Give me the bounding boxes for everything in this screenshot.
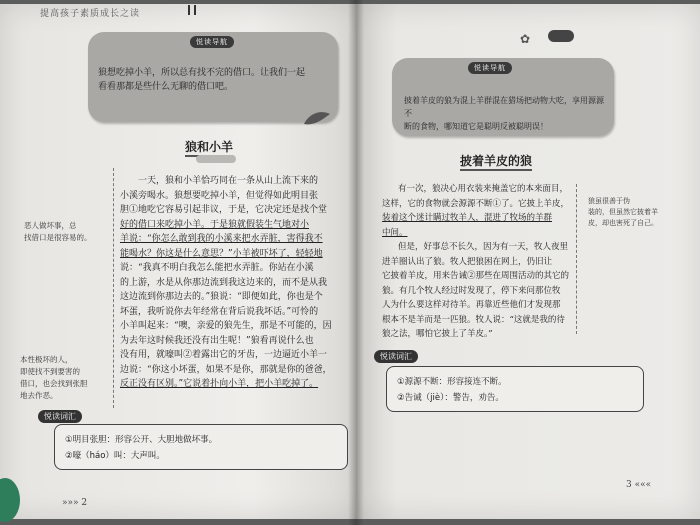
leaf-icon [300,108,334,130]
paragraph-line: 狼之法，哪怕它披上了羊皮。” [382,329,493,339]
vocabulary-box [54,424,348,470]
page-number-left: »»» 2 [62,498,88,508]
margin-divider-right [576,184,577,334]
paragraph-line: 羊说：“你怎么敢到我的小溪来把水弄脏，害得我不 [120,234,323,244]
side-note-top: 恶人做坏事，总 找借口是很容易的。 [24,221,92,242]
vocabulary-item: ②告诫（jiè）：警告，劝告。 [397,393,504,403]
paragraph-line: 说：“我真不明白我怎么能把水弄脏。你站在小溪 [120,263,314,273]
vocabulary-box-right [386,366,644,412]
paragraph-line: 这样，它的食物就会源源不断①了。它披上羊皮， [382,198,570,209]
paragraph-line: 但是，好事总不长久，因为有一天，牧人夜里 [398,242,569,252]
story-body-right [382,182,569,342]
paragraph-line: 人为什么要这样对待羊。再靠近些他们才发现那 [382,300,561,310]
vocabulary-item: ①源源不断：形容接连不断。 [397,377,507,387]
paragraph-line: 小溪旁喝水。狼想要吃掉小羊，但觉得如此明目张 [120,190,319,201]
side-note-bottom: 本性极坏的人， 即使找不到要害的 借口，也会找到张胆 地去作恶。 [20,355,88,400]
paragraph-line: 好的借口来吃掉小羊。于是狼就假装生气地对小 [120,219,310,230]
paragraph-line: 这边流到你那边去的。”狼说：“即便如此，你也是个 [120,292,323,302]
story-title: 狼和小羊 [185,138,233,157]
page-arrows-icon: ««« [631,480,652,490]
paragraph-line: 狼。有几个牧人经过时发现了，停下来问那位牧 [382,285,561,296]
paragraph-line: 它披着羊皮，用来告诫②那些在周围活动的其它的 [382,271,570,281]
paragraph-line: 边说：“你这小坏蛋，如果不是你，那就是你的爸爸， [120,364,332,375]
paragraph-line: 有一次，狼决心用衣装来掩盖它的本来面目， [398,184,569,194]
reading-guide-text-right: 披着羊皮的狼为混上羊群混在猎场把动物大吃，享用源源不 断的食物，哪知道它是聪明反被聪明误！ [404,96,604,131]
margin-divider [113,168,114,408]
paragraph-line: 为去年这时候我还没有出生呢！”狼看再说什么也 [120,335,314,346]
page-number-right: 3 ««« [626,480,652,490]
reading-guide-tag: 悦读导航 [190,36,234,48]
paragraph-line: 反正没有区别。”它说着扑向小羊，把小羊吃掉了。 [120,379,319,389]
paragraph-line: 进羊圈认出了狼。牧人把狼困在网上，仍旧让 [382,256,553,267]
paragraph-line: 小羊叫起来：“噢，亲爱的狼先生，那是不可能的，因 [120,321,332,331]
maple-leaf-icon: ✿ [520,32,531,46]
title-ornament [196,155,236,163]
reading-guide-tag-right: 悦读导航 [468,62,512,74]
reading-guide-text: 狼想吃掉小羊，所以总有找不完的借口。让我们一起 看看那都是些什么无聊的借口吧。 [98,68,306,92]
paragraph-line: 装着这个迷计瞒过牧羊人，混进了牧场的羊群 [382,213,553,223]
paragraph-line: 的上游，水是从你那边流到我这边来的，而不是从我 [120,277,328,288]
paragraph-line: 能喝水？你这是什么意思？”小羊被吓坏了，轻轻地 [120,248,323,259]
vocabulary-label: 悦读词汇 [38,410,82,423]
running-header: 提高孩子素质成长之读 [40,9,141,19]
paragraph-line: 中间。 [382,227,408,238]
paragraph-line: 胆①地吃它容易引起非议，于是，它决定还是找个堂 [120,205,328,215]
paragraph-line: 一天，狼和小羊恰巧同在一条从山上流下来的 [138,176,319,186]
story-title-right: 披着羊皮的狼 [460,152,532,171]
paragraph-line: 坏蛋，我听说你去年经常在背后说我坏话。”可怜的 [120,306,319,317]
header-ornament [548,30,574,42]
book-gutter [348,0,364,525]
page-arrows-icon: »»» [62,498,82,508]
story-body [120,174,332,392]
vocabulary-label-right: 悦读词汇 [374,350,418,363]
paragraph-line: 没有用，就嚎叫②着露出它的牙齿，一边逼近小羊一 [120,350,328,360]
vocabulary-item: ②嚎（háo）叫：大声叫。 [65,451,165,461]
vocabulary-item: ①明目张胆：形容公开、大胆地做坏事。 [65,435,218,445]
side-note-right: 狼虽很善于伪 装的，但虽然它披着羊 皮，却也害死了自己。 [588,197,658,227]
header-bars [188,5,196,15]
paragraph-line: 根本不是羊而是一匹狼。牧人说：“这就是我的待 [382,314,565,325]
